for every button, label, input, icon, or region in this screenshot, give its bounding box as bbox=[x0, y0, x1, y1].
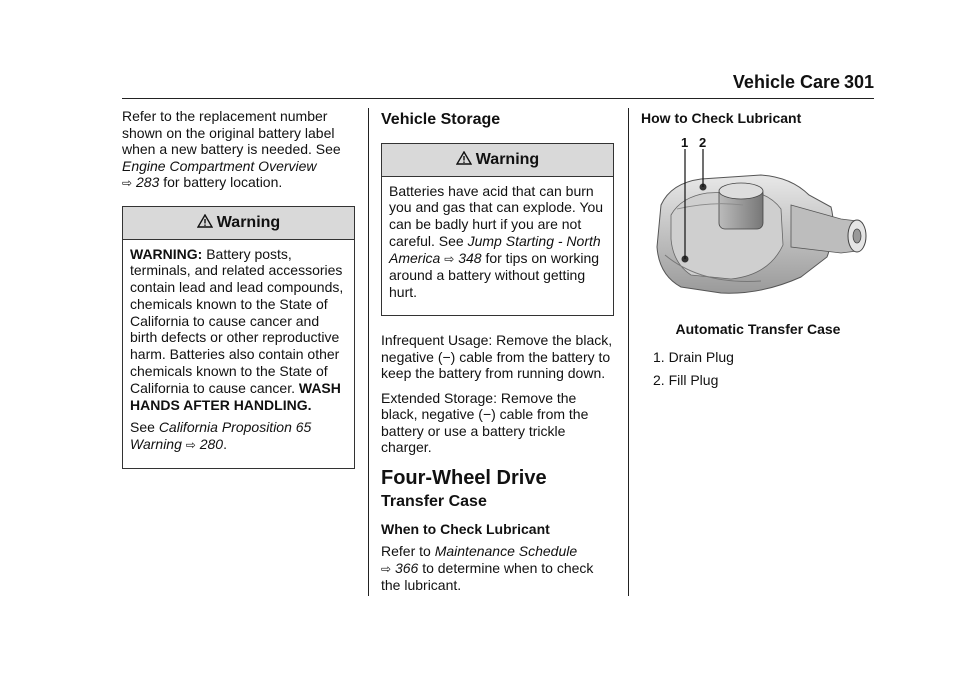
list-item: 1. Drain Plug bbox=[653, 349, 734, 365]
warning-box: Warning Batteries have acid that can burn you and gas that can explode. You can be badly hurt if you are not careful. See Jump Starting - North America ⇨ 348 for tips on working around a battery without getting hurt. bbox=[381, 143, 614, 317]
warning-header: Warning bbox=[382, 144, 613, 177]
warning-header: Warning bbox=[123, 207, 354, 240]
transfer-case-illustration bbox=[641, 135, 875, 309]
transfer-case-figure bbox=[641, 135, 875, 309]
infrequent-usage: Infrequent Usage: Remove the black, negative (−) cable from the battery to keep the battery from running down. bbox=[381, 332, 613, 382]
page-ref[interactable]: 283 bbox=[135, 174, 160, 190]
jump-starting-link[interactable]: Jump Starting - North America bbox=[389, 232, 601, 266]
page-ref-icon: ⇨ bbox=[122, 176, 133, 190]
callout-2: 2 bbox=[699, 134, 707, 150]
callout-1: 1 bbox=[681, 134, 689, 150]
when-to-check-heading: When to Check Lubricant bbox=[381, 520, 550, 537]
engine-compartment-link[interactable]: Engine Compartment Overview bbox=[122, 157, 317, 174]
column-3 bbox=[641, 108, 875, 394]
prop65-link[interactable]: California Proposition 65 Warning bbox=[130, 419, 312, 453]
vehicle-storage-heading: Vehicle Storage bbox=[381, 111, 501, 128]
column-divider bbox=[368, 108, 369, 596]
how-to-check-heading: How to Check Lubricant bbox=[641, 110, 802, 126]
page-ref[interactable]: 366 bbox=[394, 559, 419, 576]
list-item: 2. Fill Plug bbox=[653, 371, 719, 388]
extended-storage: Extended Storage: Remove the black, negative (−) cable from the battery or use a battery trickle charger. bbox=[381, 389, 589, 456]
column-divider bbox=[628, 108, 629, 596]
page-ref-icon: ⇨ bbox=[185, 438, 196, 453]
page-ref[interactable]: 280 bbox=[199, 436, 224, 453]
section-title: Vehicle Care bbox=[732, 72, 840, 92]
page-ref[interactable]: 348 bbox=[458, 249, 482, 266]
callout-list bbox=[641, 349, 875, 388]
transfer-case-heading: Transfer Case bbox=[381, 493, 487, 511]
page-ref-icon: ⇨ bbox=[444, 251, 455, 266]
page-number: 301 bbox=[843, 72, 874, 92]
maintenance-schedule-link[interactable]: Maintenance Schedule bbox=[434, 543, 578, 560]
column-1 bbox=[122, 108, 355, 469]
warning-box: Warning WARNING: Battery posts, terminals, and related accessories contain lead and lead compounds, chemicals known to the State of California to cause cancer and birth defects or other reproductive harm. Batteries also contain other chemicals known to the State of California to cause cancer. WASH HANDS AFTER HANDLING. See California Proposition 65 Warning ⇨ 280. bbox=[122, 206, 355, 470]
header-rule bbox=[122, 98, 874, 99]
page-ref-icon: ⇨ bbox=[381, 561, 392, 576]
warning-icon bbox=[456, 151, 472, 165]
column-2: Vehicle Storage Warning Batteries have acid that can burn you and gas that can explode. You can be badly hurt if you are not careful. See Jump Starting - North America ⇨ 348 for tips on working around a battery without getting hurt. Infrequent Usage: Remove the black, negative (−) cable from the battery to keep the battery from running down. Extended Storage: Remove the black, negative (−) cable from the battery or use a battery trickle charger. Four-Wheel Drive Transfer Case When to Check Lubricant Refer to Maintenance Schedule ⇨ 366 to determine when to check the lubricant. bbox=[381, 111, 613, 594]
battery-intro: Refer to the replacement number shown on the original battery label when a new battery is needed. See Engine Compartment Overview ⇨ 283 for battery location. bbox=[122, 108, 341, 190]
warning-icon bbox=[197, 214, 213, 228]
figure-caption: Automatic Transfer Case bbox=[675, 320, 841, 337]
four-wheel-drive-heading: Four-Wheel Drive bbox=[381, 466, 547, 489]
